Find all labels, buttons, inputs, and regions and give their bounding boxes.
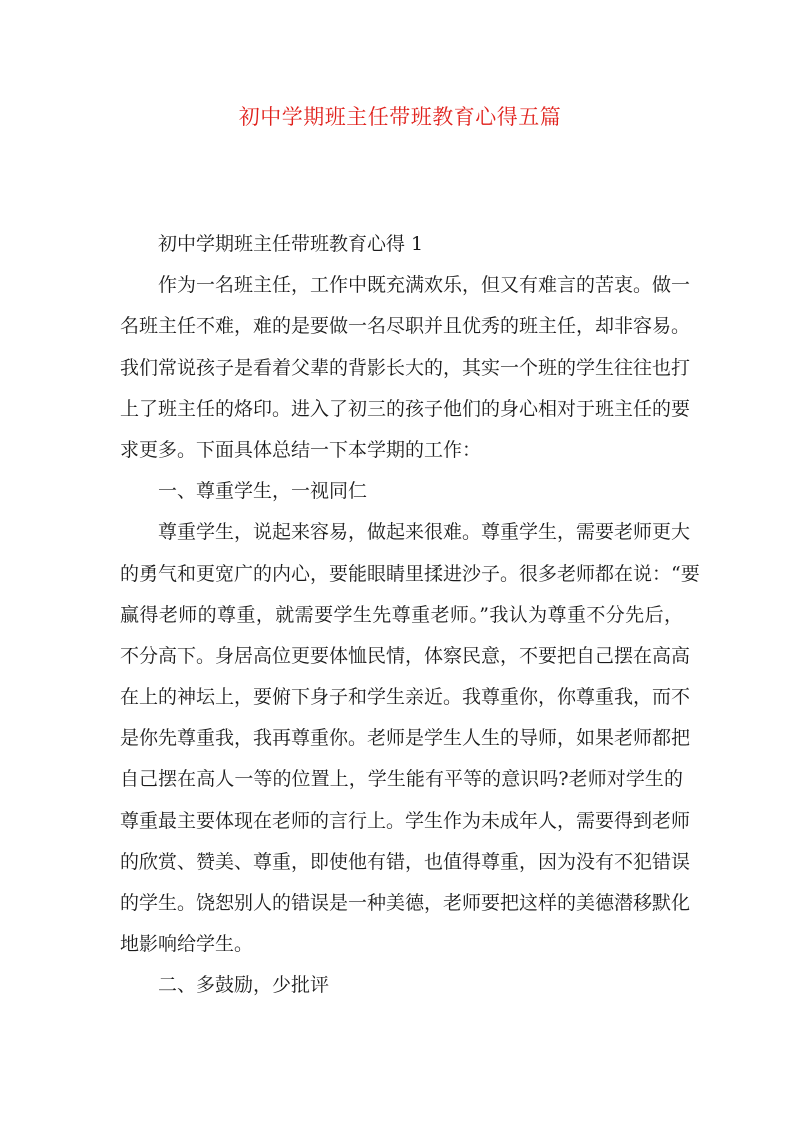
text-line: 自己摆在高人一等的位置上，学生能有平等的意识吗?老师对学生的 bbox=[120, 768, 683, 791]
text-line: 不分高下。身居高位更要体恤民情，体察民意，不要把自己摆在高高 bbox=[120, 644, 691, 667]
text-line: 的勇气和更宽广的内心，要能眼睛里揉进沙子。很多老师都在说：“要 bbox=[120, 562, 700, 585]
text-line: 名班主任不难，难的是要做一名尽职并且优秀的班主任，却非容易。 bbox=[120, 315, 691, 338]
text-line: 的欣赏、赞美、尊重，即使他有错，也值得尊重，因为没有不犯错误 bbox=[120, 850, 691, 873]
text-line: 二、多鼓励，少批评 bbox=[158, 974, 330, 997]
text-line: 一、尊重学生，一视同仁 bbox=[158, 480, 368, 503]
text-line: 尊重最主要体现在老师的言行上。学生作为未成年人，需要得到老师 bbox=[120, 809, 691, 832]
text-line: 赢得老师的尊重，就需要学生先尊重老师。”我认为尊重不分先后， bbox=[120, 603, 683, 626]
text-line: 地影响给学生。 bbox=[120, 933, 254, 956]
text-line: 是你先尊重我，我再尊重你。老师是学生人生的导师，如果老师都把 bbox=[120, 727, 691, 750]
text-line: 上了班主任的烙印。进入了初三的孩子他们的身心相对于班主任的要 bbox=[120, 397, 691, 420]
text-line: 初中学期班主任带班教育心得 1 bbox=[158, 233, 424, 255]
document-body bbox=[120, 224, 700, 1007]
text-line: 求更多。下面具体总结一下本学期的工作： bbox=[120, 438, 482, 461]
text-line: 我们常说孩子是看着父辈的背影长大的，其实一个班的学生往往也打 bbox=[120, 356, 691, 379]
page-title: 初中学期班主任带班教育心得五篇 bbox=[238, 105, 562, 129]
text-line: 尊重学生，说起来容易，做起来很难。尊重学生，需要老师更大 bbox=[158, 521, 691, 544]
text-line: 在上的神坛上，要俯下身子和学生亲近。我尊重你，你尊重我，而不 bbox=[120, 686, 691, 709]
text-line: 作为一名班主任，工作中既充满欢乐，但又有难言的苦衷。做一 bbox=[158, 274, 691, 297]
text-line: 的学生。饶恕别人的错误是一种美德，老师要把这样的美德潜移默化 bbox=[120, 892, 691, 914]
